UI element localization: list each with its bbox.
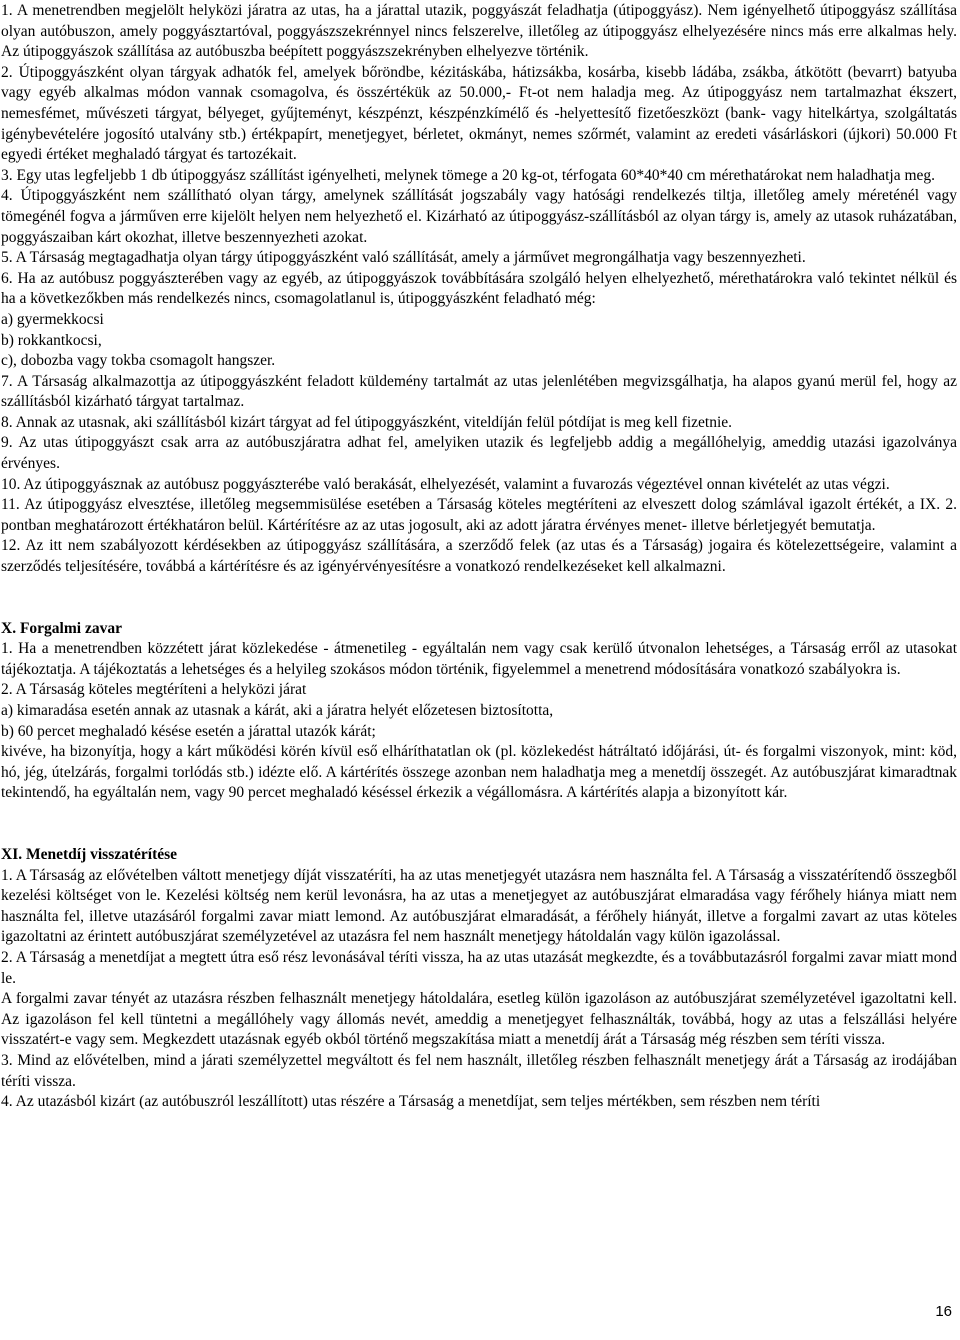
section-xi-fare-refund (1, 845, 957, 1113)
paragraph: 1. A Társaság az elővételben váltott menetjegy díját visszatéríti, ha az utas menetjegyét utazásra nem használta fel. A Társaság a visszatérítendő összegből kezelési költséget von le. Kezelési költség nem kerül levonásra, ha az utas a menetjegyet az autóbuszjárat elmaradása vagy férőhely hiánya miatt nem használta fel, illetve utazásáról forgalmi zavar miatt lemond. Az autóbuszjárat elmaradását, a férőhely hiányát, illetve a forgalmi zavart az utas köteles igazoltatni az érintett autóbuszjárat személyzetével az utazásra fel nem használt menetjegy hátoldalán vagy külön igazolással. (1, 866, 957, 946)
paragraph: 4. Útipoggyászként nem szállítható olyan tárgy, amelynek szállítását jogszabály vagy hatósági rendelkezés tiltja, illetőleg amely méreténél vagy tömegénél fogva a járműven erre kijelölt helyen nem helyezhető el. Kizárható az útipoggyász-szállításból az olyan tárgy is, amely az utasok ruházatában, poggyászaiban kárt okozhat, illetve beszennyezheti azokat. (1, 187, 957, 246)
paragraph: kivéve, ha bizonyítja, hogy a kárt működési körén kívül eső elháríthatatlan ok (pl. közlekedést hátráltató időjárási, út- és forgalmi viszonyok, mint: köd, hó, jég, útelzárás, forgalmi torlódás stb.) idézte elő. A kártérítés összege azonban nem haladhatja meg a menetdíj összegét. Az autóbuszjárat kimaradtnak tekintendő, ha egyáltalán nem, vagy 90 percet meghaladó késéssel érkezik a végállomásra. A kártérítés alapja a bizonyított kár. (1, 743, 957, 802)
paragraph: 12. Az itt nem szabályozott kérdésekben az útipoggyász szállítására, a szerződő felek (az utas és a Társaság) jogaira és kötelezettségeire, valamint a szerződés teljesítésére, továbbá a kártérítésre és az igényérvényesítésre a vonatkozó rendelkezéseket kell alkalmazni. (1, 537, 957, 576)
paragraph: 1. Ha a menetrendben közzétett járat közlekedése - átmenetileg - egyáltalán nem vagy csak kerülő útvonalon lehetséges, a Társaság erről az utasokat tájékoztatja. A tájékoztatás a lehetséges és a helyileg szokásos módon történik, figyelemmel a menetrend módosítására vonatkozó szabályokra is. (1, 640, 957, 678)
paragraph: 5. A Társaság megtagadhatja olyan tárgy útipoggyászként való szállítását, amely a járművet megrongálhatja vagy beszennyezheti. (1, 249, 806, 267)
section-heading: X. Forgalmi zavar (1, 619, 122, 637)
paragraph: 6. Ha az autóbusz poggyászterében vagy az egyéb, az útipoggyászok továbbítására szolgáló helyen elhelyezhető, mérethatárokra való tekintet nélkül és ha a következőkben más rendelkezés nincs, csomagolatlanul is, útipoggyászként feladható még: (1, 269, 957, 308)
paragraph: 4. Az utazásból kizárt (az autóbuszról leszállított) utas részére a Társaság a menetdíjat, sem teljes mértékben, sem részben nem téríti (1, 1093, 821, 1111)
paragraph: 7. A Társaság alkalmazottja az útipoggyászként feladott küldemény tartalmát az utas jelenlétében megvizsgálhatja, ha alapos gyanú merül fel, hogy az szállításból kizárható tárgyat tartalmaz. (1, 372, 957, 411)
document-body (1, 1, 957, 1113)
paragraph: 8. Annak az utasnak, aki szállításból kizárt tárgyat ad fel útipoggyászként, viteldíján felül pótdíjat is meg kell fizetnie. (1, 413, 733, 431)
list-item: b) 60 percet meghaladó késése esetén a járattal utazók kárát; (1, 722, 376, 740)
paragraph: 1. A menetrendben megjelölt helyközi járatra az utas, ha a járattal utazik, poggyászát feladhatja (útipoggyász). Nem igényelhető útipoggyász szállítása olyan autóbuszon, amely poggyásztartóval, poggyászszekrénnyel nincs felszerelve, illetőleg az útipoggyász elhelyezésére nincs más erre alkalmas hely. Az útipoggyászok szállítása az autóbuszba beépített poggyászszekrényben elhelyezve történik. (1, 2, 957, 61)
list-item: a) gyermekkocsi (1, 310, 104, 328)
paragraph: 11. Az útipoggyász elvesztése, illetőleg megsemmisülése esetében a Társaság köteles megtéríteni az elveszett dolog számlával igazolt értékét, a IX. 2. pontban meghatározott értékhatáron belül. Kártérítésre az az utas jogosult, aki az adott járatra érvényes menet- illetve bérletjegyét bemutatja. (1, 496, 957, 534)
section-heading: XI. Menetdíj visszatérítése (1, 845, 178, 863)
page-number: 16 (935, 1303, 952, 1320)
paragraph: 10. Az útipoggyásznak az autóbusz poggyászterébe való berakását, elhelyezését, valamint a fuvarozás végeztével onnan kivételét az utas végzi. (1, 475, 890, 493)
list-item: c), dobozba vagy tokba csomagolt hangszer. (1, 352, 276, 370)
paragraph: A forgalmi zavar tényét az utazásra részben felhasznált menetjegy hátoldalára, esetleg külön igazoláson az autóbuszjárat személyzetével igazoltatni kell. Az igazoláson fel kell tüntetni a megállóhely vagy állomás nevét, ameddig a menetjegyet felhasználták, továbbá, hogy az utas a felszállási helyére visszatért-e vagy sem. Megkezdett utazásnak egyéb okból történő megszakítása miatt a menetdíj árát a Társaság még részben sem téríti vissza. (1, 990, 957, 1049)
section-spacer (1, 578, 957, 619)
list-item: a) kimaradása esetén annak az utasnak a kárát, aki a járatra helyét előzetesen biztosította, (1, 702, 554, 719)
paragraph: 9. Az utas útipoggyászt csak arra az autóbuszjáratra adhat fel, amelyiken utazik és legfeljebb addig a megállóhelyig, ameddig utazási igazolványa érvényes. (1, 434, 957, 473)
paragraph: 3. Egy utas legfeljebb 1 db útipoggyász szállítást igényelheti, melynek tömege a 20 kg-ot, térfogata 60*40*40 cm mérethatárokat nem haladhatja meg. (1, 166, 936, 184)
section-x-traffic-disruption (1, 619, 957, 804)
paragraph: 2. Útipoggyászként olyan tárgyak adhatók fel, amelyek bőröndbe, kézitáskába, hátizsákba, kosárba, kisebb ládába, zsákba, átkötött (bevarrt) batyuba vagy egyéb alkalmas módon vannak csomagolva, és összértékük az 50.000,- Ft-ot nem haladja meg. Az útipoggyász nem tartalmazhat ékszert, nemesfémet, művészeti tárgyat, bélyeget, gyűjteményt, készpénzt, készpénzkímélő és -helyettesítő fizetőeszközt (bank- vagy hitelkártya, szolgáltatás igénybevételére jogosító utalvány stb.) értékpapírt, menetjegyet, bérletet, okmányt, nemes szőrmét, valamint az eredeti vásárláskori (újkori) 50.000 Ft egyedi értéket meghaladó tárgyat és tartozékait. (1, 63, 957, 164)
list-item: b) rokkantkocsi, (1, 331, 102, 349)
section-ix-luggage (1, 1, 957, 578)
paragraph: 3. Mind az elővételben, mind a járati személyzettel megváltott és fel nem használt, illetőleg részben felhasznált menetjegy árát a Társaság az irodájában téríti vissza. (1, 1051, 957, 1090)
section-spacer (1, 804, 957, 845)
paragraph: 2. A Társaság köteles megtéríteni a helyközi járat (1, 681, 307, 699)
paragraph: 2. A Társaság a menetdíjat a megtett útra eső rész levonásával téríti vissza, ha az utas utazását megkezdte, és a továbbutazásról forgalmi zavar miatt mond le. (1, 948, 957, 987)
